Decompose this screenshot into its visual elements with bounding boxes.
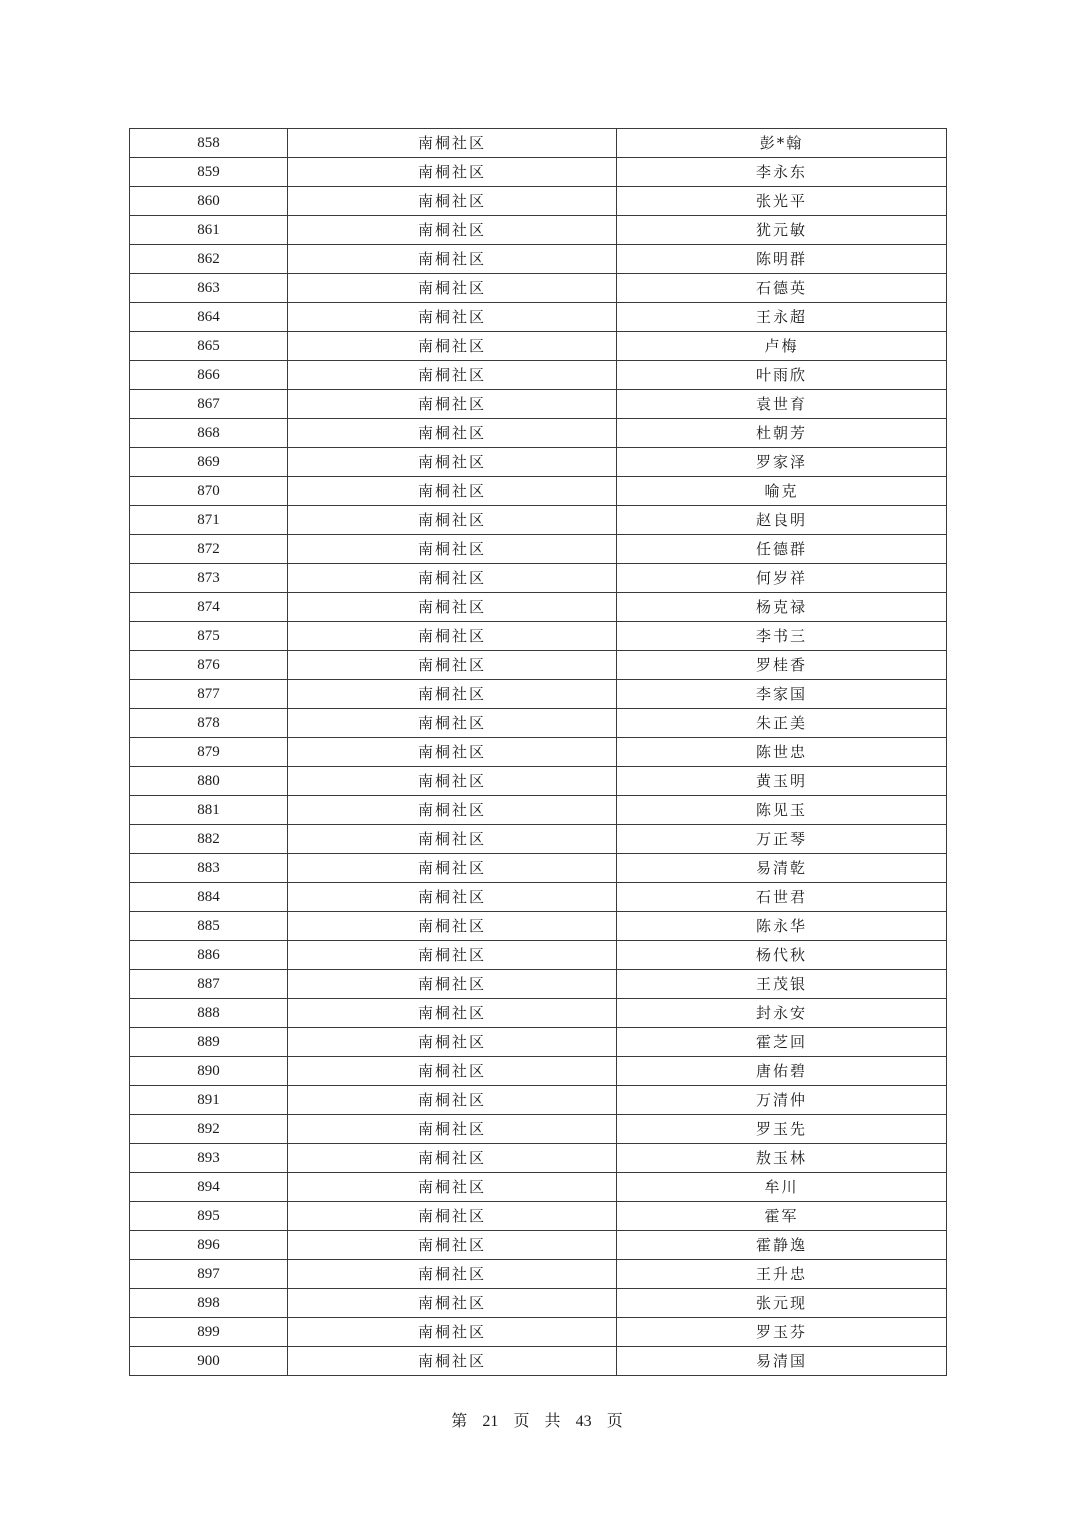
table-row (130, 390, 947, 419)
table-row (130, 651, 947, 680)
table-row (130, 999, 947, 1028)
community-cell: 南桐社区 (288, 1260, 617, 1289)
row-number-cell: 860 (130, 187, 288, 216)
table-row (130, 274, 947, 303)
row-number-cell: 885 (130, 912, 288, 941)
row-number-cell: 867 (130, 390, 288, 419)
table-row (130, 1260, 947, 1289)
person-name-cell: 任德群 (617, 535, 947, 564)
community-cell: 南桐社区 (288, 941, 617, 970)
row-number-cell: 864 (130, 303, 288, 332)
person-name-cell: 叶雨欣 (617, 361, 947, 390)
table-row (130, 245, 947, 274)
person-name-cell: 罗桂香 (617, 651, 947, 680)
person-name-cell: 罗家泽 (617, 448, 947, 477)
person-name-cell: 石世君 (617, 883, 947, 912)
person-name-cell: 牟川 (617, 1173, 947, 1202)
table-row (130, 738, 947, 767)
row-number-cell: 859 (130, 158, 288, 187)
table-row (130, 158, 947, 187)
row-number-cell: 870 (130, 477, 288, 506)
person-name-cell: 彭*翰 (617, 129, 947, 158)
community-cell: 南桐社区 (288, 158, 617, 187)
community-cell: 南桐社区 (288, 970, 617, 999)
row-number-cell: 893 (130, 1144, 288, 1173)
table-row (130, 187, 947, 216)
person-name-cell: 赵良明 (617, 506, 947, 535)
table-row (130, 1144, 947, 1173)
person-name-cell: 王升忠 (617, 1260, 947, 1289)
table-row (130, 1115, 947, 1144)
community-cell: 南桐社区 (288, 448, 617, 477)
community-cell: 南桐社区 (288, 390, 617, 419)
person-name-cell: 杨代秋 (617, 941, 947, 970)
person-name-cell: 唐佑碧 (617, 1057, 947, 1086)
row-number-cell: 877 (130, 680, 288, 709)
community-cell: 南桐社区 (288, 564, 617, 593)
community-cell: 南桐社区 (288, 361, 617, 390)
person-name-cell: 石德英 (617, 274, 947, 303)
table-row (130, 622, 947, 651)
roster-table (129, 128, 947, 1376)
row-number-cell: 861 (130, 216, 288, 245)
footer-prefix: 第 (451, 1411, 468, 1430)
row-number-cell: 879 (130, 738, 288, 767)
community-cell: 南桐社区 (288, 709, 617, 738)
table-row (130, 593, 947, 622)
table-row (130, 1202, 947, 1231)
row-number-cell: 888 (130, 999, 288, 1028)
community-cell: 南桐社区 (288, 187, 617, 216)
community-cell: 南桐社区 (288, 419, 617, 448)
footer-total-word: 共 (544, 1411, 561, 1430)
community-cell: 南桐社区 (288, 651, 617, 680)
community-cell: 南桐社区 (288, 1318, 617, 1347)
community-cell: 南桐社区 (288, 1289, 617, 1318)
community-cell: 南桐社区 (288, 245, 617, 274)
person-name-cell: 李书三 (617, 622, 947, 651)
person-name-cell: 喻克 (617, 477, 947, 506)
person-name-cell: 万正琴 (617, 825, 947, 854)
community-cell: 南桐社区 (288, 1057, 617, 1086)
table-row (130, 448, 947, 477)
community-cell: 南桐社区 (288, 129, 617, 158)
person-name-cell: 易清乾 (617, 854, 947, 883)
table-row (130, 1318, 947, 1347)
person-name-cell: 张光平 (617, 187, 947, 216)
table-row (130, 506, 947, 535)
community-cell: 南桐社区 (288, 854, 617, 883)
footer-total-pages: 43 (575, 1413, 592, 1430)
table-row (130, 216, 947, 245)
person-name-cell: 敖玉林 (617, 1144, 947, 1173)
row-number-cell: 876 (130, 651, 288, 680)
community-cell: 南桐社区 (288, 303, 617, 332)
community-cell: 南桐社区 (288, 216, 617, 245)
row-number-cell: 892 (130, 1115, 288, 1144)
person-name-cell: 袁世育 (617, 390, 947, 419)
row-number-cell: 894 (130, 1173, 288, 1202)
row-number-cell: 875 (130, 622, 288, 651)
row-number-cell: 881 (130, 796, 288, 825)
person-name-cell: 王永超 (617, 303, 947, 332)
community-cell: 南桐社区 (288, 1231, 617, 1260)
table-row (130, 767, 947, 796)
community-cell: 南桐社区 (288, 1347, 617, 1376)
row-number-cell: 878 (130, 709, 288, 738)
row-number-cell: 890 (130, 1057, 288, 1086)
table-row (130, 1086, 947, 1115)
table-row (130, 535, 947, 564)
row-number-cell: 874 (130, 593, 288, 622)
row-number-cell: 883 (130, 854, 288, 883)
community-cell: 南桐社区 (288, 1115, 617, 1144)
community-cell: 南桐社区 (288, 477, 617, 506)
person-name-cell: 何岁祥 (617, 564, 947, 593)
table-row (130, 361, 947, 390)
table-row (130, 883, 947, 912)
row-number-cell: 865 (130, 332, 288, 361)
community-cell: 南桐社区 (288, 622, 617, 651)
row-number-cell: 899 (130, 1318, 288, 1347)
community-cell: 南桐社区 (288, 680, 617, 709)
person-name-cell: 卢梅 (617, 332, 947, 361)
table-row (130, 419, 947, 448)
person-name-cell: 陈见玉 (617, 796, 947, 825)
table-row (130, 1289, 947, 1318)
table-row (130, 970, 947, 999)
person-name-cell: 陈世忠 (617, 738, 947, 767)
page-footer (0, 1410, 1074, 1433)
table-row (130, 1028, 947, 1057)
community-cell: 南桐社区 (288, 767, 617, 796)
table-row (130, 1347, 947, 1376)
community-cell: 南桐社区 (288, 883, 617, 912)
community-cell: 南桐社区 (288, 535, 617, 564)
table-row (130, 564, 947, 593)
table-row (130, 854, 947, 883)
person-name-cell: 黄玉明 (617, 767, 947, 796)
table-row (130, 709, 947, 738)
community-cell: 南桐社区 (288, 506, 617, 535)
row-number-cell: 891 (130, 1086, 288, 1115)
person-name-cell: 霍芝回 (617, 1028, 947, 1057)
row-number-cell: 869 (130, 448, 288, 477)
table-row (130, 303, 947, 332)
person-name-cell: 罗玉先 (617, 1115, 947, 1144)
person-name-cell: 杨克禄 (617, 593, 947, 622)
row-number-cell: 862 (130, 245, 288, 274)
table-row (130, 680, 947, 709)
footer-page-word: 页 (513, 1411, 530, 1430)
person-name-cell: 陈永华 (617, 912, 947, 941)
row-number-cell: 895 (130, 1202, 288, 1231)
footer-suffix: 页 (606, 1411, 623, 1430)
person-name-cell: 李家国 (617, 680, 947, 709)
table-row (130, 1231, 947, 1260)
row-number-cell: 887 (130, 970, 288, 999)
table-row (130, 941, 947, 970)
person-name-cell: 张元现 (617, 1289, 947, 1318)
person-name-cell: 易清国 (617, 1347, 947, 1376)
row-number-cell: 858 (130, 129, 288, 158)
community-cell: 南桐社区 (288, 332, 617, 361)
person-name-cell: 霍军 (617, 1202, 947, 1231)
table-row (130, 332, 947, 361)
row-number-cell: 882 (130, 825, 288, 854)
person-name-cell: 陈明群 (617, 245, 947, 274)
person-name-cell: 封永安 (617, 999, 947, 1028)
table-row (130, 1173, 947, 1202)
community-cell: 南桐社区 (288, 912, 617, 941)
community-cell: 南桐社区 (288, 1173, 617, 1202)
row-number-cell: 880 (130, 767, 288, 796)
row-number-cell: 872 (130, 535, 288, 564)
community-cell: 南桐社区 (288, 593, 617, 622)
table-row (130, 1057, 947, 1086)
row-number-cell: 884 (130, 883, 288, 912)
person-name-cell: 万清仲 (617, 1086, 947, 1115)
row-number-cell: 896 (130, 1231, 288, 1260)
person-name-cell: 罗玉芬 (617, 1318, 947, 1347)
row-number-cell: 868 (130, 419, 288, 448)
person-name-cell: 犹元敏 (617, 216, 947, 245)
row-number-cell: 866 (130, 361, 288, 390)
table-row (130, 477, 947, 506)
footer-current-page: 21 (482, 1413, 499, 1430)
row-number-cell: 873 (130, 564, 288, 593)
table-row (130, 912, 947, 941)
community-cell: 南桐社区 (288, 274, 617, 303)
row-number-cell: 889 (130, 1028, 288, 1057)
person-name-cell: 李永东 (617, 158, 947, 187)
table-row (130, 129, 947, 158)
person-name-cell: 杜朝芳 (617, 419, 947, 448)
table-row (130, 825, 947, 854)
community-cell: 南桐社区 (288, 1028, 617, 1057)
community-cell: 南桐社区 (288, 738, 617, 767)
row-number-cell: 897 (130, 1260, 288, 1289)
community-cell: 南桐社区 (288, 1144, 617, 1173)
row-number-cell: 900 (130, 1347, 288, 1376)
community-cell: 南桐社区 (288, 999, 617, 1028)
row-number-cell: 886 (130, 941, 288, 970)
person-name-cell: 朱正美 (617, 709, 947, 738)
table-row (130, 796, 947, 825)
community-cell: 南桐社区 (288, 825, 617, 854)
person-name-cell: 霍静逸 (617, 1231, 947, 1260)
row-number-cell: 863 (130, 274, 288, 303)
row-number-cell: 898 (130, 1289, 288, 1318)
roster-table-body (130, 129, 947, 1376)
person-name-cell: 王茂银 (617, 970, 947, 999)
row-number-cell: 871 (130, 506, 288, 535)
community-cell: 南桐社区 (288, 796, 617, 825)
community-cell: 南桐社区 (288, 1086, 617, 1115)
community-cell: 南桐社区 (288, 1202, 617, 1231)
